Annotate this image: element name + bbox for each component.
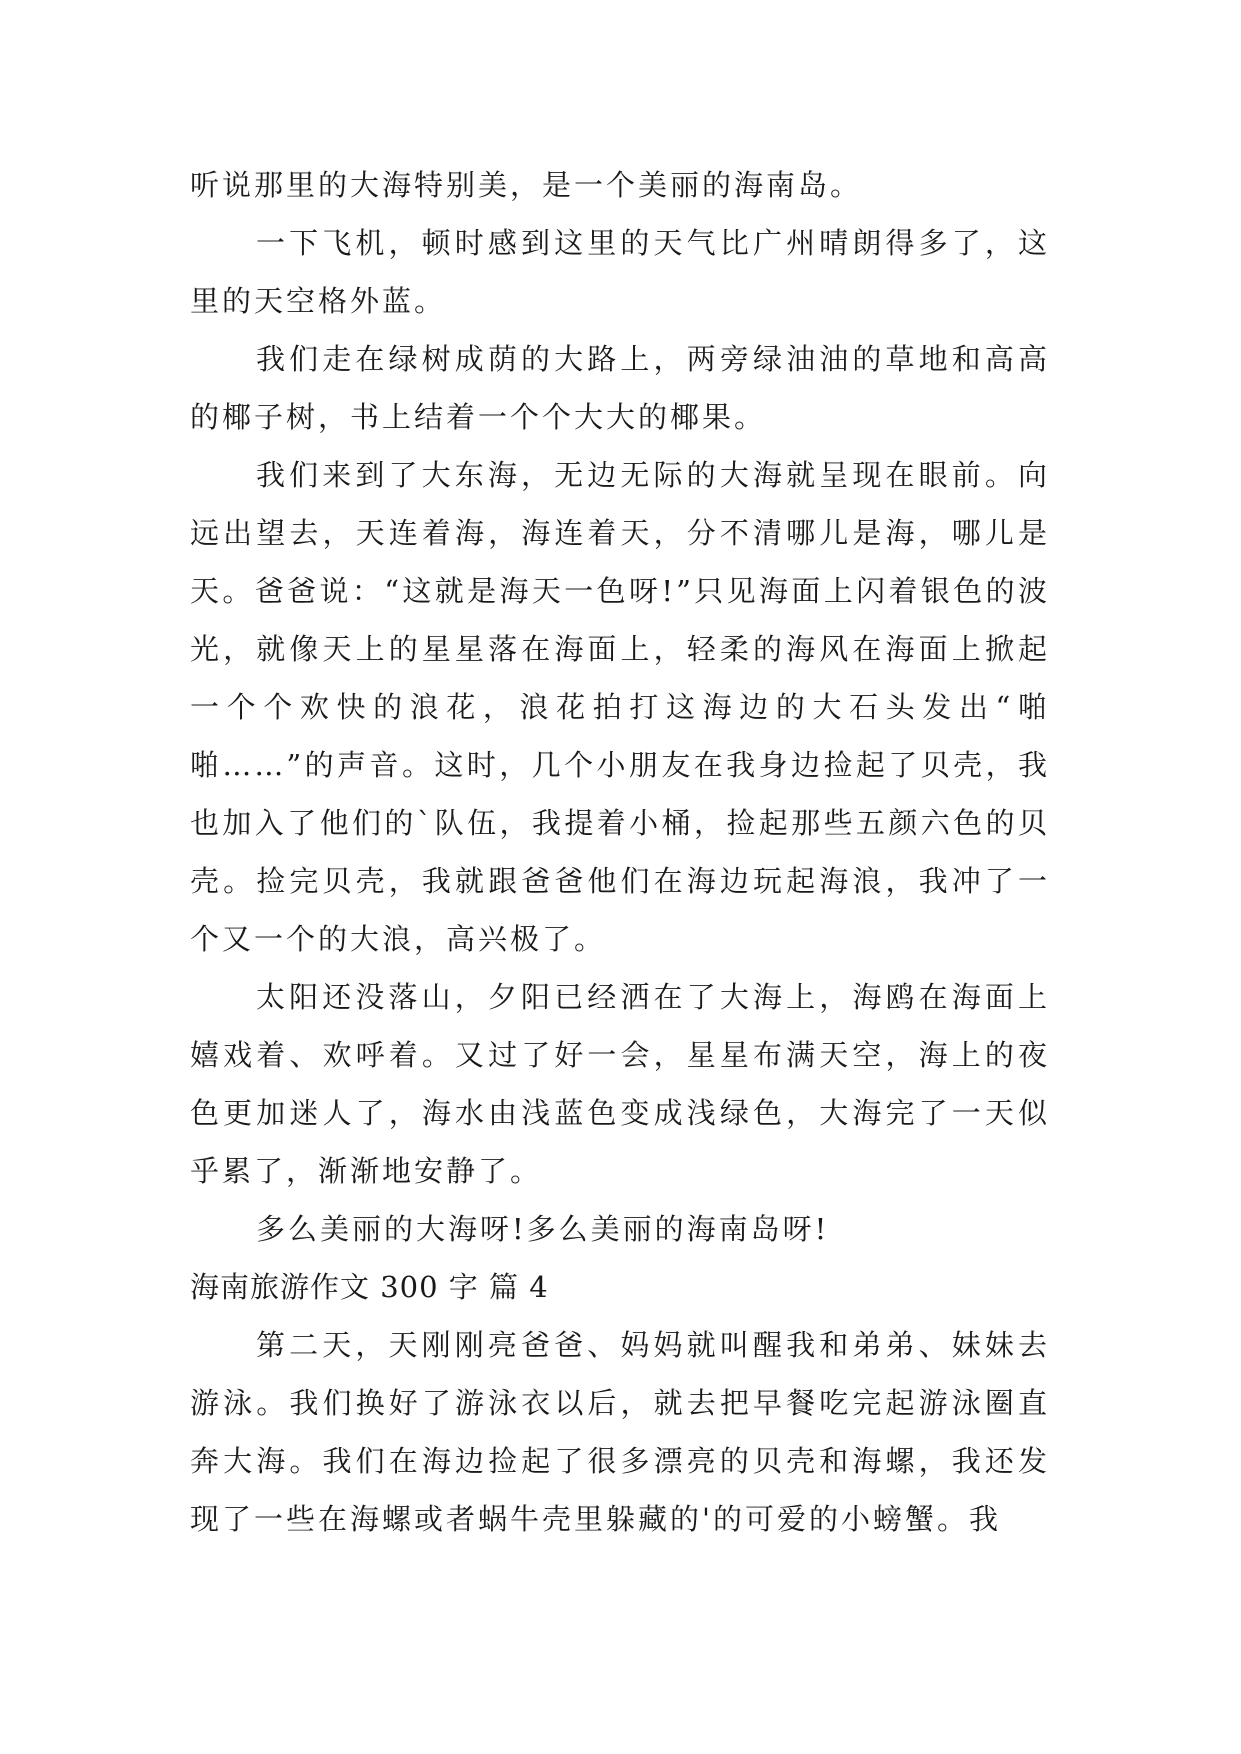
paragraph-1: 听说那里的大海特别美，是一个美丽的海南岛。 <box>190 168 863 202</box>
paragraph-2: 一下飞机，顿时感到这里的天气比广州晴朗得多了，这里的天空格外蓝。 <box>190 226 1050 318</box>
paragraph-4: 我们来到了大东海，无边无际的大海就呈现在眼前。向远出望去，天连着海，海连着天，分不清哪儿是海，哪儿是天。爸爸说：“这就是海天一色呀!”只见海面上闪着银色的波光，就像天上的星星落在海面上，轻柔的海风在海面上掀起一个个欢快的浪花，浪花拍打这海边的大石头发出“啪啪……”的声音。这时，几个小朋友在我身边捡起了贝壳，我也加入了他们的`队伍，我提着小桶，捡起那些五颜六色的贝壳。捡完贝壳，我就跟爸爸他们在海边玩起海浪，我冲了一个又一个的大浪，高兴极了。 <box>190 458 1050 956</box>
paragraph-3: 我们走在绿树成荫的大路上，两旁绿油油的草地和高高的椰子树，书上结着一个个大大的椰果。 <box>190 342 1050 434</box>
article-body <box>190 156 1050 1548</box>
paragraph-6: 多么美丽的大海呀!多么美丽的海南岛呀! <box>256 1212 830 1246</box>
section-heading: 海南旅游作文 300 字 篇 4 <box>190 1270 549 1304</box>
section-paragraph-1: 第二天，天刚刚亮爸爸、妈妈就叫醒我和弟弟、妹妹去游泳。我们换好了游泳衣以后，就去把早餐吃完起游泳圈直奔大海。我们在海边捡起了很多漂亮的贝壳和海螺，我还发现了一些在海螺或者蜗牛壳里躲藏的'的可爱的小螃蟹。我 <box>190 1328 1050 1536</box>
paragraph-5: 太阳还没落山，夕阳已经洒在了大海上，海鸥在海面上嬉戏着、欢呼着。又过了好一会，星星布满天空，海上的夜色更加迷人了，海水由浅蓝色变成浅绿色，大海完了一天似乎累了，渐渐地安静了。 <box>190 980 1050 1188</box>
